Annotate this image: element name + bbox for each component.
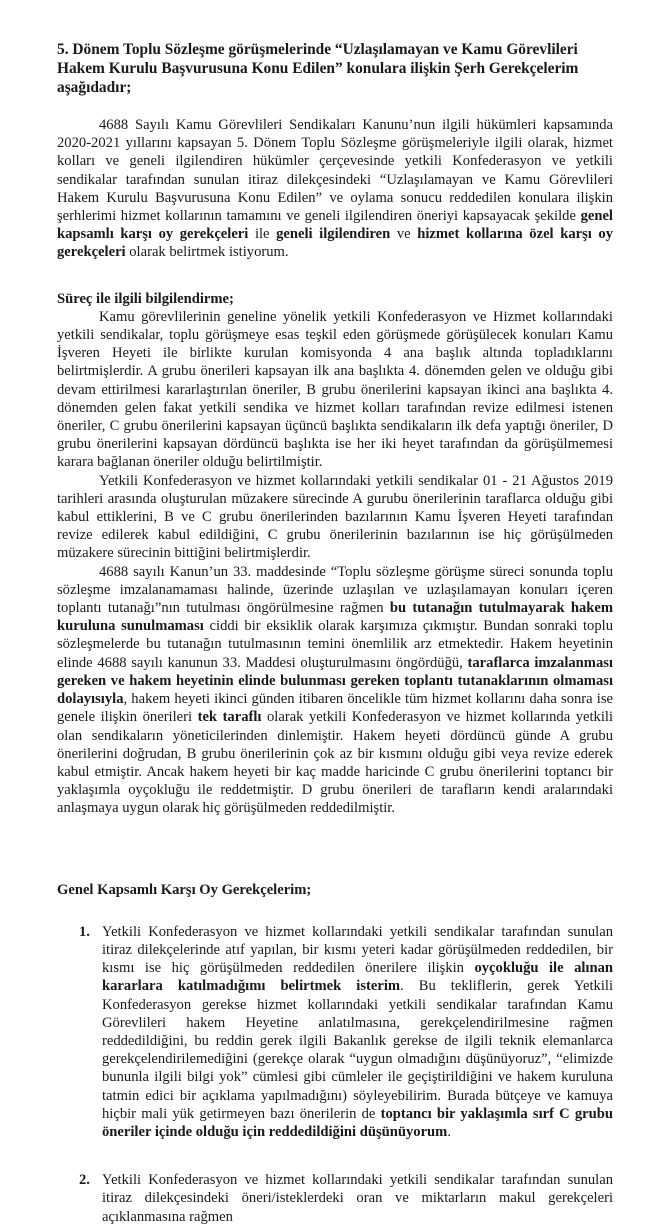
intro-bold-geneli: geneli ilgilendiren <box>276 226 391 243</box>
document-page <box>57 40 613 1226</box>
list-item-text: Yetkili Konfederasyon ve hizmet kollarındaki yetkili sendikalar tarafından sunulan itiraz dilekçelerinde atıf yapılan, bir kısmı yeteri kadar görüşülmeden reddedilen, bir kısmı ise hiç görüşülmeden reddedilen önerilere ilişkin <box>102 923 613 977</box>
process-text: ciddi bir eksiklik olarak karşımıza çıkmıştır. Bundan sonraki toplu sözleşmelerde bu tutanağın tutulmasının temini önemlilik arz etmektedir. Hakem heyetinin elinde 4688 sayılı kanunun 33. Maddesi oluşturulmasını öngördüğü, <box>57 618 613 671</box>
list-item <box>57 1171 613 1226</box>
list-item-number: 1. <box>79 923 90 940</box>
list-item-bold: oyçokluğu ile alınan kararlara katılmadığımı belirtmek isterim <box>102 960 614 995</box>
process-paragraph-1: Kamu görevlilerinin geneline yönelik yetkili Konfederasyon ve Hizmet kollarındaki yetkili sendikalar, toplu görüşmeye esas teşkil eden görüşmede görüşülecek konuları Kamu İşveren Heyeti ile birlikte kurulan komisyonda 4 ana başlık altında topladıklarını belirtmişlerdir. A grubu önerileri kapsayan ilk ana başlıkta 4. dönemden gelen ve olduğu gibi devam ettirilmesi kararlaştırılan öneriler, B grubu önerilerini kapsayan ikinci ana başlıkta 4. dönemden gelen fakat yetkili sendika ve hizmet kolları tarafından revize edilmesi istenen öneriler, C grubu önerilerini kapsayan üçüncü başlıkta sendikaların ilk defa yaptığı öneriler, D grubu önerilerini kapsayan dördüncü başlıkta ise her iki heyet tarafından da görüşülmemesi karara bağlanan öneriler olduğu belirtilmiştir. <box>57 308 613 471</box>
intro-paragraph <box>57 116 613 262</box>
intro-bold-hizmet: hizmet kollarına özel karşı oy gerekçeleri <box>57 226 614 261</box>
general-heading: Genel Kapsamlı Karşı Oy Gerekçelerim; <box>57 881 312 898</box>
process-text: , hakem heyeti ikinci günden itibaren öncelikle tüm hizmet kollarını daha sonra ise genele ilişkin önerileri <box>57 691 613 726</box>
intro-text: olarak belirtmek istiyorum. <box>125 244 289 261</box>
process-text: 4688 sayılı Kanun’un 33. maddesinde “Toplu sözleşme görüşme süreci sonunda toplu sözleşme imzalanamaması halinde, üzerinde uzlaşılan ve uzlaşılamayan konuları içeren toplantı tutanağı”nın tutulması öngörülmesine rağmen <box>57 563 613 617</box>
intro-text: ve <box>390 226 418 243</box>
process-paragraph-2: Yetkili Konfederasyon ve hizmet kollarındaki yetkili sendikalar 01 - 21 Ağustos 2019 tarihleri arasında oluşturulan müzakere sürecinde A gurubu önerilerinin taraflarca olduğu gibi kabul ettiklerini, B ve C grubu önerilerinden bazılarının Kamu İşveren Heyeti tarafından revize edilerek kabul edildiğini, C grubu önerilerinin bazılarının ise hiç görüşülmeden müzakere sürecinin bittiğini belirtmişlerdir. <box>57 472 613 562</box>
list-item-text: . <box>447 1123 451 1140</box>
process-text: olarak yetkili Konfederasyon ve hizmet kollarında yetkili olan sendikaların yöneticilerinden dinlemiştir. Hakem heyeti dördüncü günde A grubu önerilerini doğrudan, B grubu önerilerinin çok az bir kısmını olduğu gibi veya revize ederek kabul etmiştir. Ancak hakem heyeti bir kaç madde haricinde C grubu önerilerini toptancı bir yaklaşımla oyçokluğu ile reddetmiştir. D grubu önerileri de tarafların kendi aralarındaki anlaşmaya uygun olarak hiç görüşülmeden reddedilmiştir. <box>57 709 614 817</box>
process-paragraph-3 <box>57 563 613 818</box>
intro-text: 4688 Sayılı Kamu Görevlileri Sendikaları Kanunu’nun ilgili hükümleri kapsamında 2020-2021 yıllarını kapsayan 5. Dönem Toplu Sözleşme görüşmeleriyle ilgili olarak, hizmet kolları ve geneli ilgilendiren hükümler çerçevesinde yetkili Konfederasyon ve yetkili sendikalar tarafından sunulan itiraz dilekçesindeki “Uzlaşılamayan ve Kamu Görevlileri Hakem Kurulu Başvurusuna Konu Edilen” ve oylama sonucu reddedilen konulara ilişkin şerhlerimi hizmet kollarının tamamını ve geneli ilgilendiren öneriyi kapsayacak şekilde <box>57 117 613 225</box>
process-heading: Süreç ile ilgili bilgilendirme; <box>57 290 234 307</box>
objection-list <box>57 923 613 1226</box>
list-item <box>57 923 613 1141</box>
list-item-text: Yetkili Konfederasyon ve hizmet kollarındaki yetkili sendikalar tarafından sunulan itiraz dilekçesindeki öneri/isteklerdeki oran ve miktarların makul gerekçeleri açıklanmasına rağmen <box>102 1172 613 1225</box>
intro-text: ile <box>248 226 277 243</box>
process-bold: taraflarca imzalanması gereken ve hakem heyetinin elinde bulunması gereken toplantı tutanaklarının olmaması dolayısıyla <box>57 654 613 708</box>
process-bold: bu tutanağın tutulmayarak hakem kuruluna sunulmaması <box>57 600 613 635</box>
document-title: 5. Dönem Toplu Sözleşme görüşmelerinde “Uzlaşılamayan ve Kamu Görevlileri Hakem Kurulu Başvurusuna Konu Edilen” konulara ilişkin Şerh Gerekçelerim aşağıdadır; <box>57 41 579 96</box>
intro-bold-general: genel kapsamlı karşı oy gerekçeleri <box>57 208 613 243</box>
list-item-number: 2. <box>79 1172 90 1189</box>
list-item-bold: toptancı bir yaklaşımla sırf C grubu öneriler içinde olduğu için reddedildiğini düşünüyorum <box>102 1105 613 1140</box>
process-bold: tek taraflı <box>197 709 262 726</box>
list-item-text: . Bu tekliflerin, gerek Yetkili Konfederasyon gerekse hizmet kollarındaki yetkili sendikalar tarafından Kamu Görevlileri hakem Heyetine anlatılmasına, gerekçelendirilmesine rağmen reddedildiğini, bu reddin gerek ilgili Bakanlık gerekse de ilgili teknik elemanlarca gerekçelendirilemediğini (gerekçe olarak “uygun olmadığını düşünüyoruz”, “elimizde bununla ilgili bilgi yok” cümlesi gibi cümleler ile geçiştirildiğini ve hakem kuruluna tatmin edici bir açıklama yapılmadığını) söyleyebilirim. Burada bütçeye ve kamuya hiçbir mali yük getirmeyen bazı önerilerin de <box>102 978 613 1122</box>
